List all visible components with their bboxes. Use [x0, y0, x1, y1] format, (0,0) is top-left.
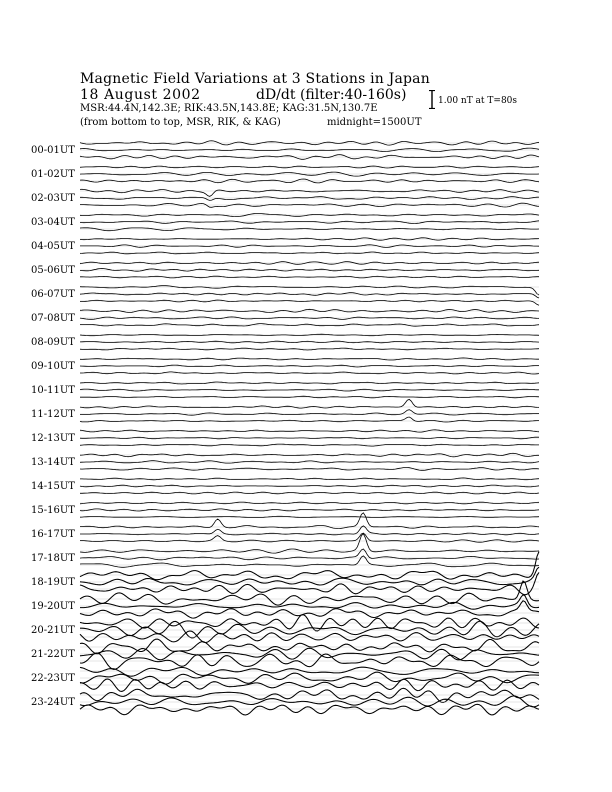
row-label: 00-01UT — [31, 145, 75, 156]
station-trace — [80, 534, 539, 553]
station-trace — [80, 221, 539, 224]
row-label: 01-02UT — [31, 169, 75, 180]
scale-label: 1.00 nT at T=80s — [438, 96, 518, 106]
station-trace — [80, 189, 539, 196]
row-label: 21-22UT — [31, 649, 75, 660]
station-trace — [80, 197, 539, 201]
row-label: 20-21UT — [31, 625, 75, 636]
station-trace — [80, 365, 539, 367]
date-label: 18 August 2002 — [80, 87, 201, 103]
row-label: 10-11UT — [31, 385, 75, 396]
station-trace — [80, 526, 539, 535]
row-label: 05-06UT — [31, 265, 75, 276]
row-label: 15-16UT — [31, 505, 75, 516]
station-trace — [80, 437, 539, 439]
station-trace — [80, 389, 539, 391]
station-trace — [80, 595, 539, 609]
station-trace — [80, 396, 539, 398]
row-label: 04-05UT — [31, 241, 75, 252]
row-label: 08-09UT — [31, 337, 75, 348]
station-trace — [80, 704, 539, 715]
station-trace — [80, 276, 539, 278]
station-trace — [80, 513, 539, 529]
station-trace — [80, 300, 539, 305]
station-trace — [80, 581, 539, 605]
row-label: 19-20UT — [31, 601, 75, 612]
station-order-note: (from bottom to top, MSR, RIK, & KAG) — [80, 117, 281, 128]
station-trace — [80, 399, 539, 408]
row-label: 06-07UT — [31, 289, 75, 300]
stations-label: MSR:44.4N,142.3E; RIK:43.5N,143.8E; KAG:31.5N,130.7E — [80, 103, 378, 114]
quantity-label: dD/dt (filter:40-160s) — [256, 87, 407, 103]
row-label: 18-19UT — [31, 577, 75, 588]
row-label: 13-14UT — [31, 457, 75, 468]
station-trace — [80, 621, 539, 638]
row-label: 03-04UT — [31, 217, 75, 228]
station-trace — [80, 293, 539, 298]
station-trace — [80, 688, 539, 702]
row-label: 07-08UT — [31, 313, 75, 324]
row-label: 02-03UT — [31, 193, 75, 204]
row-label: 09-10UT — [31, 361, 75, 372]
station-trace — [80, 317, 539, 320]
row-label: 12-13UT — [31, 433, 75, 444]
station-trace — [80, 468, 539, 471]
row-label: 22-23UT — [31, 673, 75, 684]
row-label: 16-17UT — [31, 529, 75, 540]
midnight-note: midnight=1500UT — [327, 117, 422, 128]
station-trace — [80, 382, 539, 384]
station-trace — [80, 410, 539, 416]
station-trace — [80, 203, 539, 207]
row-label: 23-24UT — [31, 697, 75, 708]
station-trace — [80, 417, 539, 422]
row-label: 14-15UT — [31, 481, 75, 492]
station-trace — [80, 444, 539, 446]
station-trace — [80, 667, 539, 676]
station-trace — [80, 228, 539, 231]
station-trace — [80, 453, 539, 457]
row-label: 11-12UT — [31, 409, 75, 420]
chart-title: Magnetic Field Variations at 3 Stations in Japan — [80, 71, 430, 87]
row-label: 17-18UT — [31, 553, 75, 564]
